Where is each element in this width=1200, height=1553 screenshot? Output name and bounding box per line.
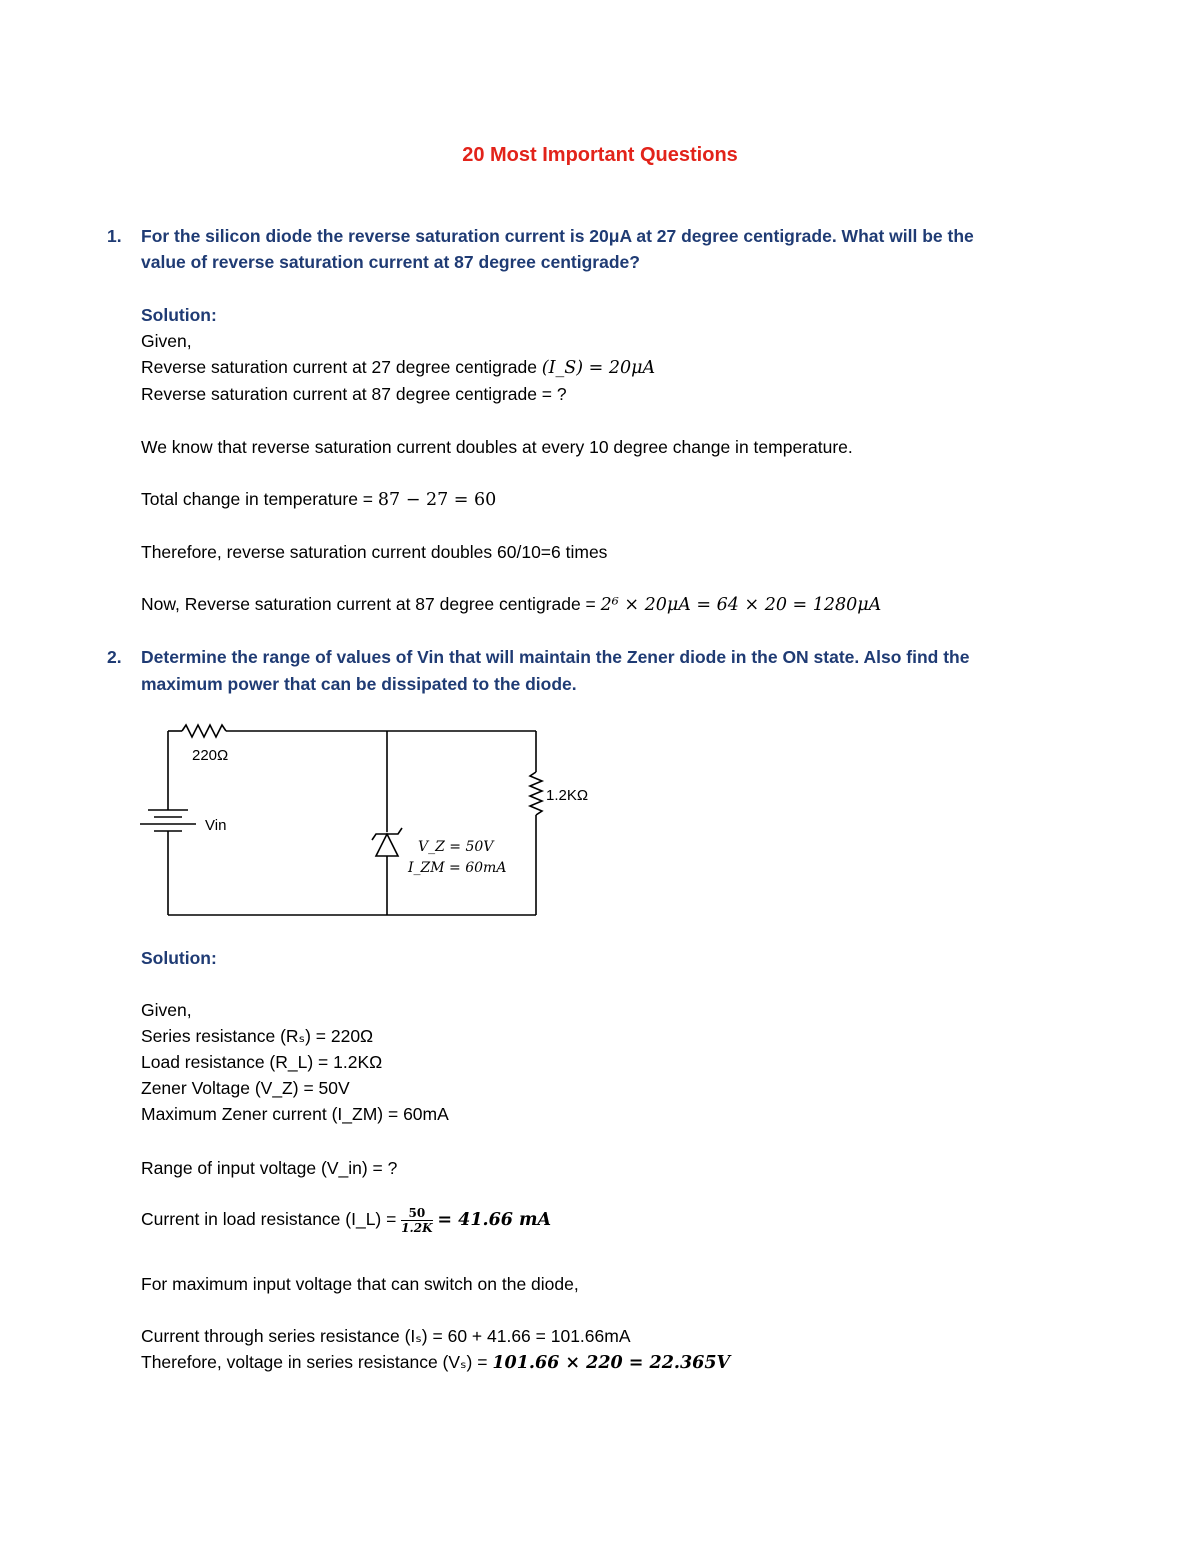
q2-load-current bbox=[141, 1206, 551, 1235]
q1-doubles: Therefore, reverse saturation current doubles 60/10=6 times bbox=[141, 542, 608, 562]
q1-total-change bbox=[141, 489, 496, 510]
q1-result-text: Now, Reverse saturation current at 87 degree centigrade = bbox=[141, 594, 601, 614]
question-2-given: Given, bbox=[141, 1000, 192, 1020]
q1-result bbox=[141, 594, 881, 615]
q2-load-current-result: = 41.66 mA bbox=[437, 1210, 552, 1231]
q2-max-input-note: For maximum input voltage that can switch on the diode, bbox=[141, 1274, 579, 1294]
q2-series-voltage bbox=[141, 1352, 730, 1373]
q2-series-resistance: Series resistance (Rₛ) = 220Ω bbox=[141, 1026, 374, 1046]
question-2-solution-label: Solution: bbox=[141, 948, 217, 968]
question-1-number: 1. bbox=[107, 226, 122, 246]
q2-load-current-fraction bbox=[401, 1206, 432, 1235]
q1-total-math: 87 − 27 = 60 bbox=[377, 490, 497, 510]
q1-is27-math: (I_S) = 20μA bbox=[541, 358, 656, 378]
question-1-given: Given, bbox=[141, 331, 192, 351]
izm-label: I_ZM = 60mA bbox=[408, 860, 507, 876]
q2-fraction-denominator: 1.2K bbox=[401, 1221, 433, 1235]
q1-is27-text: Reverse saturation current at 27 degree centigrade bbox=[141, 357, 542, 377]
q2-series-voltage-text: Therefore, voltage in series resistance (Vₛ) = bbox=[141, 1352, 493, 1372]
q2-zener-voltage: Zener Voltage (V_Z) = 50V bbox=[141, 1078, 350, 1098]
question-1-text-line-2: value of reverse saturation current at 87 degree centigrade? bbox=[141, 252, 640, 272]
question-1-text-line-1: For the silicon diode the reverse saturation current is 20μA at 27 degree centigrade. What will be the bbox=[141, 226, 974, 246]
q1-given-is87: Reverse saturation current at 87 degree centigrade = ? bbox=[141, 384, 567, 404]
series-resistor bbox=[182, 725, 226, 737]
q2-series-current: Current through series resistance (Iₛ) = 60 + 41.66 = 101.66mA bbox=[141, 1326, 631, 1346]
question-1-solution-label: Solution: bbox=[141, 305, 217, 325]
rs-label: 220Ω bbox=[192, 747, 229, 764]
q1-fact: We know that reverse saturation current doubles at every 10 degree change in temperature. bbox=[141, 437, 853, 457]
question-2-number: 2. bbox=[107, 647, 122, 667]
vz-label: V_Z = 50V bbox=[418, 839, 494, 855]
vin-label: Vin bbox=[205, 817, 227, 834]
q2-max-zener-current: Maximum Zener current (I_ZM) = 60mA bbox=[141, 1104, 449, 1124]
q1-total-text: Total change in temperature = bbox=[141, 489, 378, 509]
q2-load-current-text: Current in load resistance (I_L) = bbox=[141, 1209, 402, 1230]
rl-label: 1.2KΩ bbox=[546, 787, 589, 804]
q2-range-question: Range of input voltage (V_in) = ? bbox=[141, 1158, 398, 1178]
q2-load-resistance: Load resistance (R_L) = 1.2KΩ bbox=[141, 1052, 383, 1072]
load-resistor bbox=[530, 772, 542, 815]
q1-given-is27 bbox=[141, 357, 655, 378]
question-2-text-line-1: Determine the range of values of Vin that will maintain the Zener diode in the ON state. Also find the bbox=[141, 647, 970, 667]
q1-result-math: 2⁶ × 20μA = 64 × 20 = 1280μA bbox=[600, 595, 882, 615]
page-title: 20 Most Important Questions bbox=[462, 144, 738, 166]
zener-circuit-diagram bbox=[130, 715, 630, 925]
q2-series-voltage-math: 101.66 × 220 = 22.365V bbox=[492, 1353, 731, 1373]
zener-triangle bbox=[376, 834, 398, 856]
q2-fraction-numerator: 50 bbox=[401, 1206, 432, 1221]
question-2-text-line-2: maximum power that can be dissipated to the diode. bbox=[141, 674, 577, 694]
